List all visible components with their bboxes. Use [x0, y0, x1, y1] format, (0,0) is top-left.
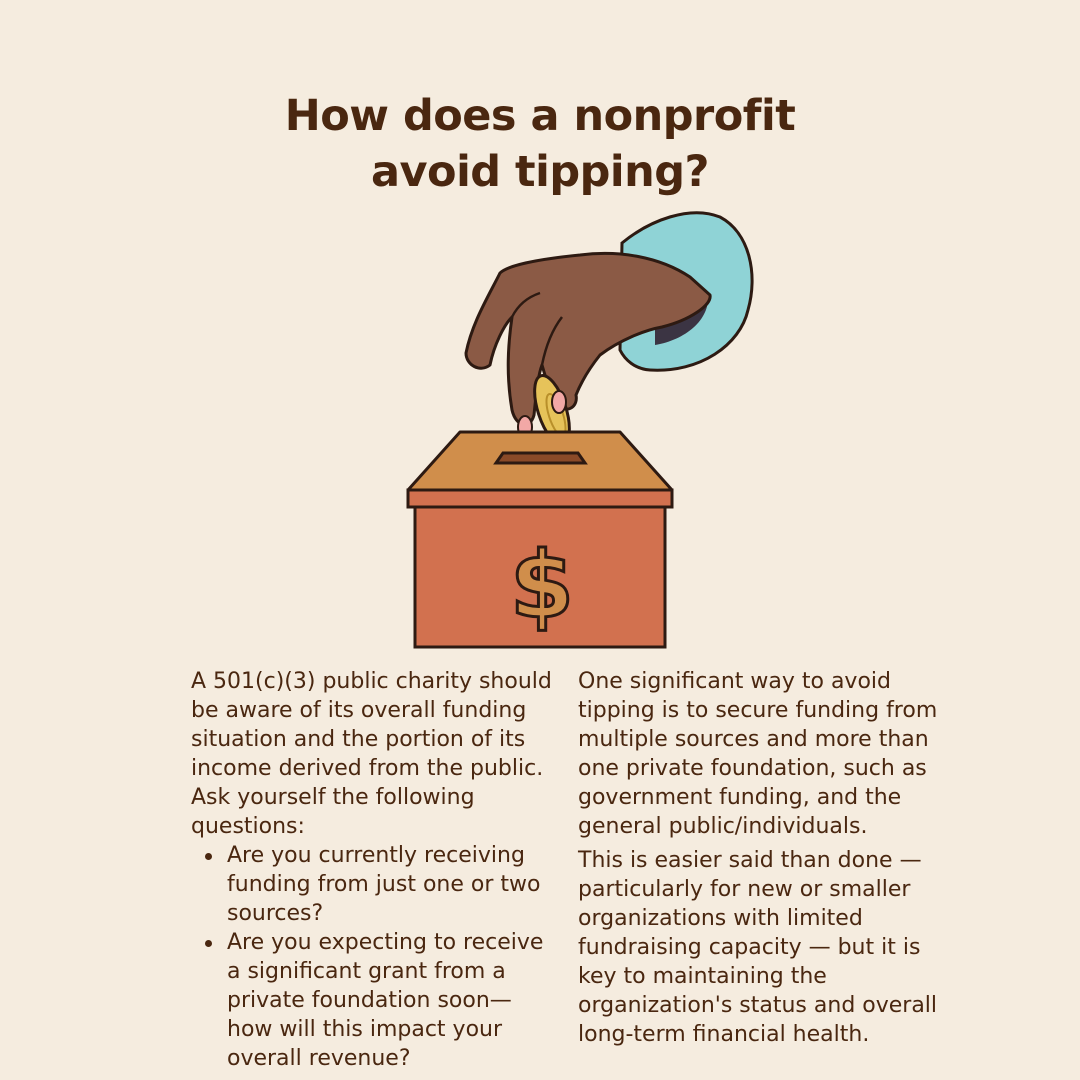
right-column: [578, 667, 943, 1049]
donation-illustration: [400, 205, 765, 655]
list-item: Are you currently receiving funding from just one or two sources?: [227, 841, 556, 928]
dollar-sign-icon: $: [509, 532, 575, 639]
title-line-2: avoid tipping?: [370, 147, 709, 197]
box-rim: [408, 490, 672, 507]
left-intro-text: A 501(c)(3) public charity should be aware of its overall funding situation and the portion of its income derived from the public. Ask yourself the following questions:: [191, 669, 552, 839]
hand-coin-donation-box-icon: [400, 205, 765, 655]
left-column: [191, 667, 556, 1073]
right-paragraph-1: One significant way to avoid tipping is to secure funding from multiple sources and more than one private foundation, such as government funding, and the general public/individuals.: [578, 669, 938, 839]
list-item: Are you expecting to receive a significant grant from a private foundation soon—how will this impact your overall revenue?: [227, 928, 556, 1073]
page-title: [0, 88, 1080, 200]
question-list: [191, 841, 556, 1073]
right-paragraph-2: This is easier said than done — particularly for new or smaller organizations with limited fundraising capacity — but it is key to maintaining the organization's status and overall long-term financial health.: [578, 848, 938, 1047]
title-line-1: How does a nonprofit: [284, 91, 796, 141]
fingernail-index: [552, 391, 566, 413]
box-slot: [496, 453, 585, 463]
